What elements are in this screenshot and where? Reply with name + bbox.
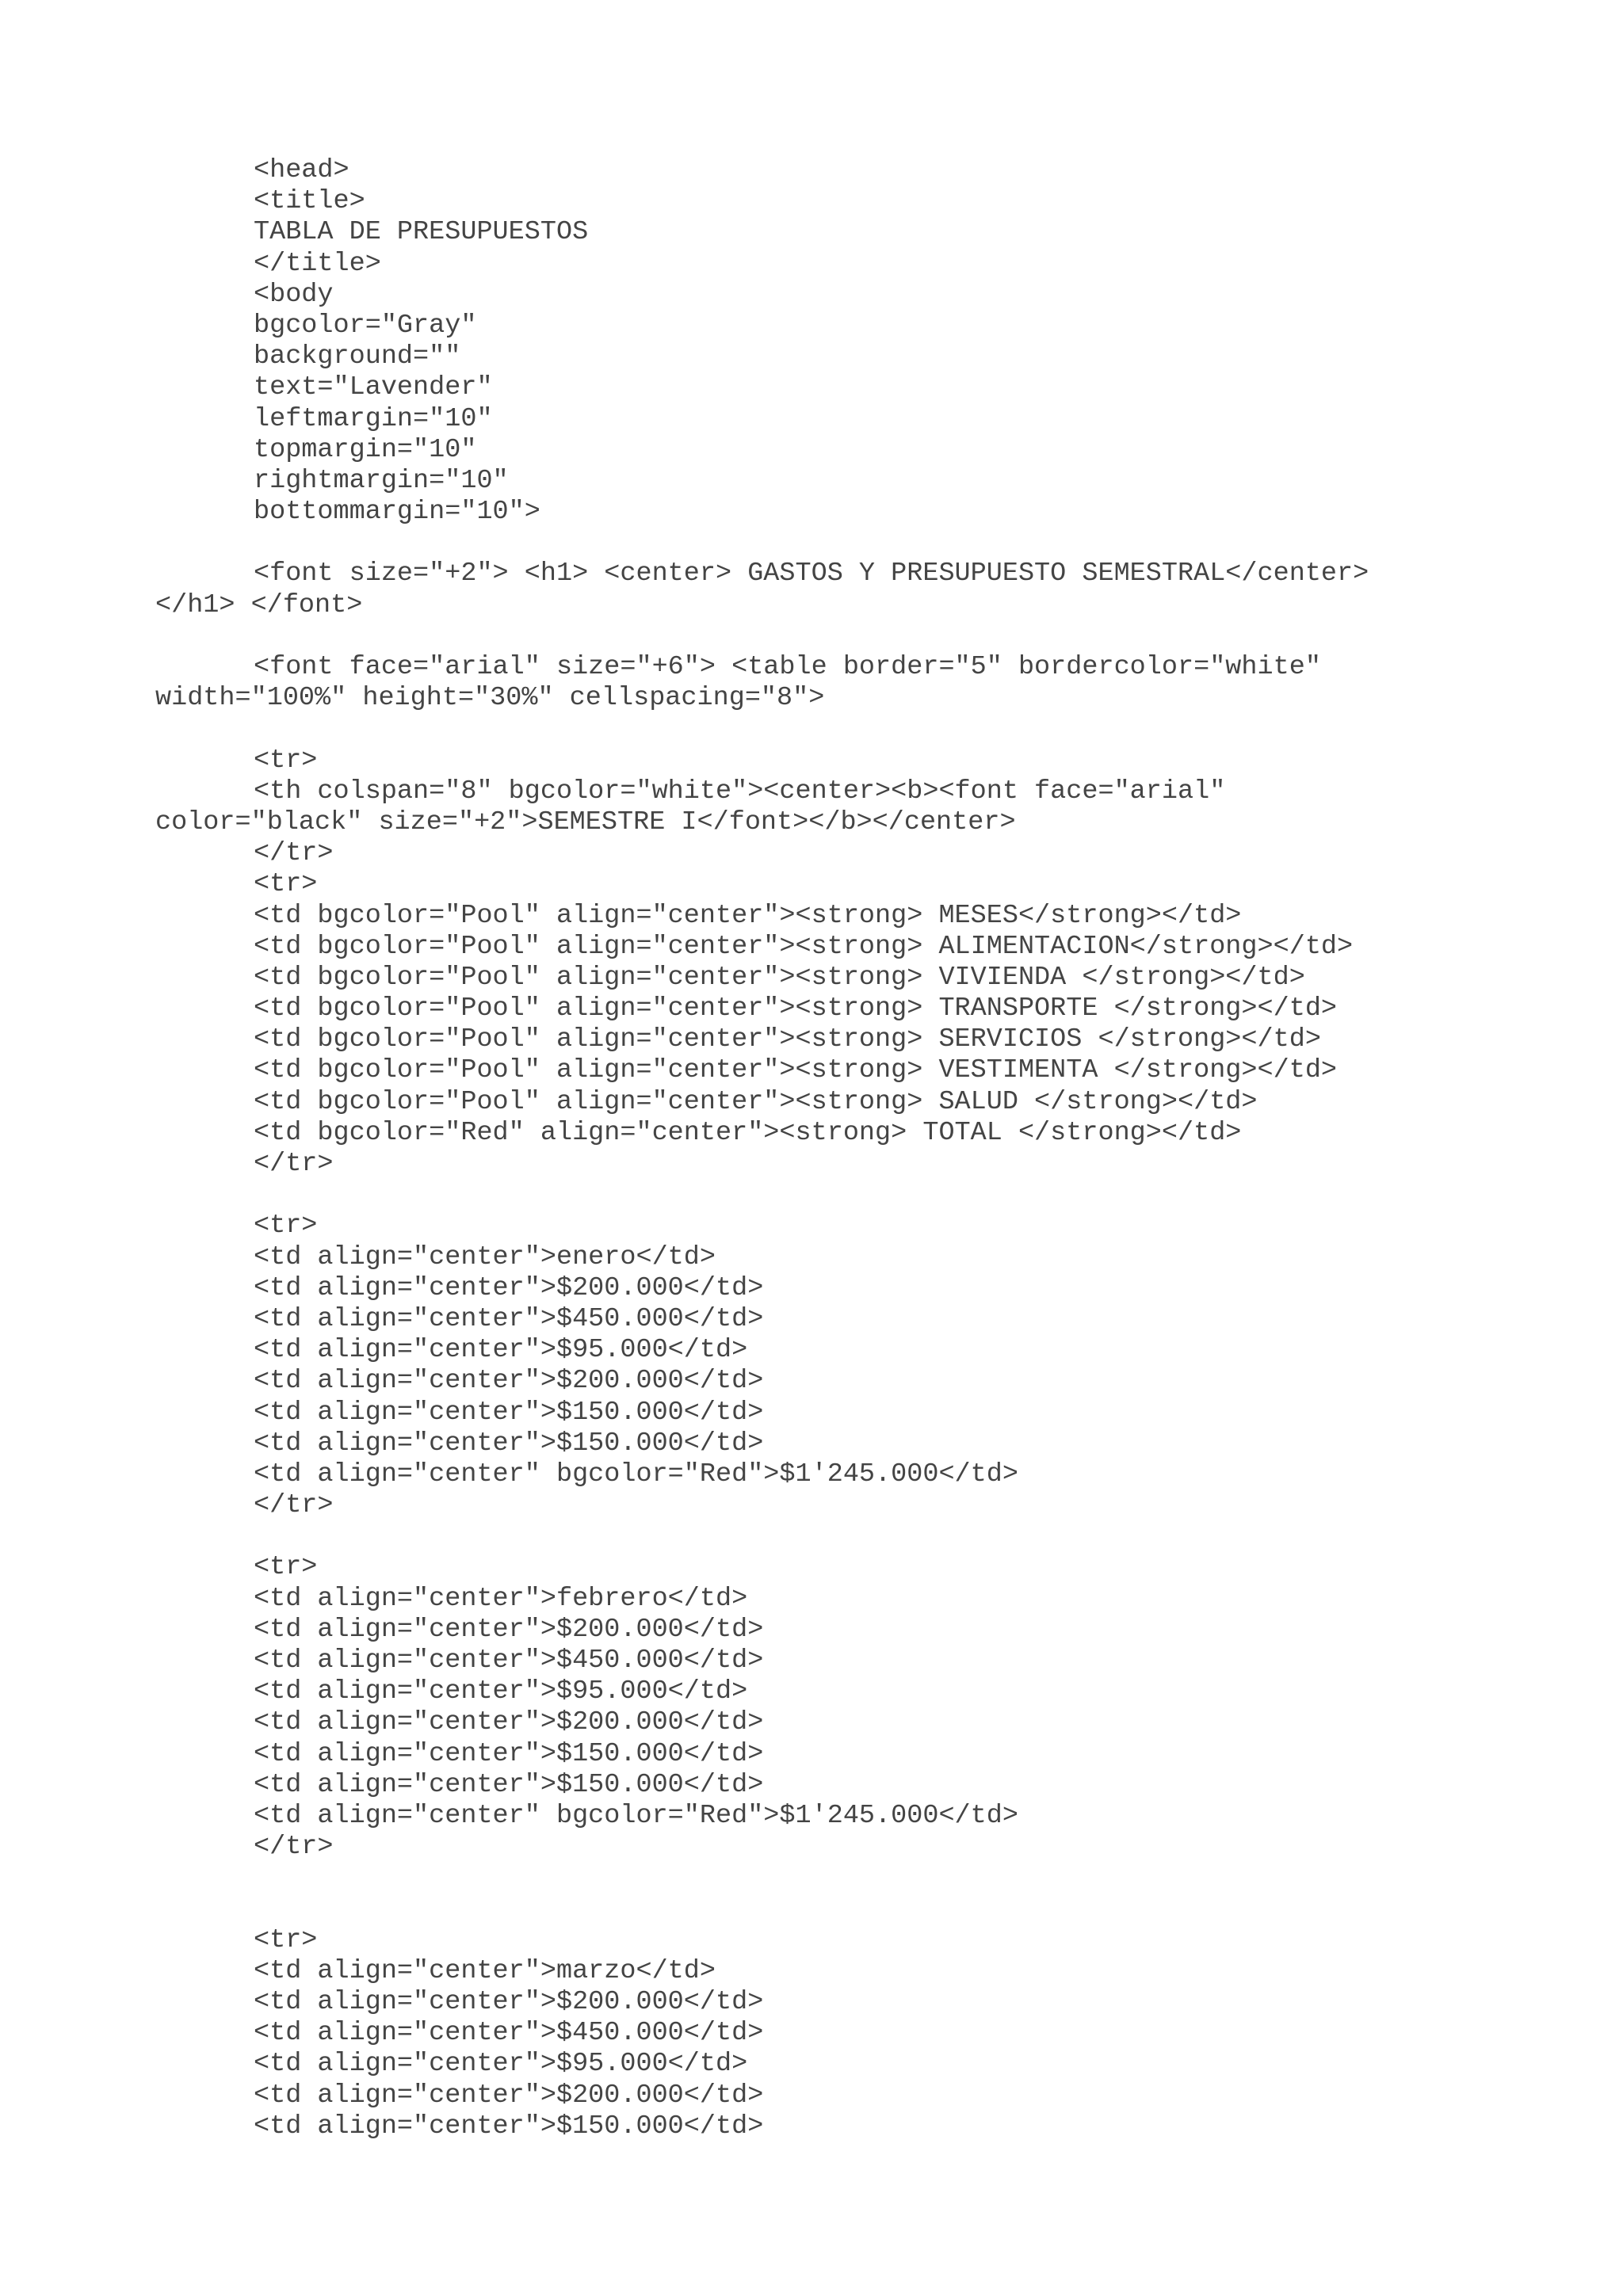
blank-line [155, 1521, 1503, 1552]
code-line: <tr> [254, 745, 318, 776]
code-line: <td align="center">$200.000</td> [254, 1614, 764, 1645]
code-line: <head> [254, 155, 349, 185]
blank-line [155, 621, 1503, 652]
code-line: bgcolor="Gray" [254, 310, 477, 341]
blank-line [155, 1863, 1503, 1894]
code-line: <td align="center">$95.000</td> [254, 1676, 748, 1707]
code-listing [155, 155, 1503, 2142]
code-line: <td align="center">$150.000</td> [254, 1738, 764, 1769]
code-line: <td align="center">$150.000</td> [254, 2111, 764, 2142]
code-line: bottommargin="10"> [254, 497, 540, 528]
code-line: <td align="center">$95.000</td> [254, 1335, 748, 1366]
code-line: text="Lavender" [254, 372, 493, 403]
code-line: <td bgcolor="Red" align="center"><strong> TOTAL </strong></td> [254, 1117, 1242, 1148]
code-line: <font face="arial" size="+6"> <table border="5" bordercolor="white" [254, 652, 1321, 682]
code-line: <td bgcolor="Pool" align="center"><strong> ALIMENTACION</strong></td> [254, 931, 1354, 962]
code-line: TABLA DE PRESUPUESTOS [254, 217, 589, 248]
code-line: <font size="+2"> <h1> <center> GASTOS Y PRESUPUESTO SEMESTRAL</center> [254, 559, 1369, 589]
code-line: <td align="center" bgcolor="Red">$1'245.000</td> [254, 1800, 1018, 1831]
code-line: <td bgcolor="Pool" align="center"><strong> SERVICIOS </strong></td> [254, 1024, 1321, 1055]
code-line: <td align="center">$450.000</td> [254, 1646, 764, 1676]
code-line: <title> [254, 186, 365, 217]
code-line: <td align="center">$200.000</td> [254, 1707, 764, 1738]
code-line: <td bgcolor="Pool" align="center"><strong> VIVIENDA </strong></td> [254, 962, 1305, 993]
code-line: <tr> [254, 1211, 318, 1241]
code-line: <td bgcolor="Pool" align="center"><strong> VESTIMENTA </strong></td> [254, 1055, 1338, 1086]
code-line: background="" [254, 341, 461, 372]
code-line: <td align="center">$450.000</td> [254, 2018, 764, 2049]
code-line: <td bgcolor="Pool" align="center"><strong> TRANSPORTE </strong></td> [254, 994, 1338, 1024]
code-line: <tr> [254, 1924, 318, 1955]
code-line: width="100%" height="30%" cellspacing="8"> [155, 683, 825, 714]
code-line: <td align="center">$200.000</td> [254, 2080, 764, 2111]
code-line: rightmargin="10" [254, 465, 509, 496]
blank-line [155, 714, 1503, 745]
code-line: </tr> [254, 1490, 334, 1521]
code-line: <tr> [254, 869, 318, 900]
code-line: <th colspan="8" bgcolor="white"><center><b><font face="arial" [254, 776, 1226, 807]
code-line: </h1> </font> [155, 589, 363, 620]
code-line: <td align="center">$95.000</td> [254, 2049, 748, 2080]
code-line: <tr> [254, 1552, 318, 1583]
code-line: <td align="center">febrero</td> [254, 1583, 748, 1614]
code-line: <td align="center">$200.000</td> [254, 1366, 764, 1397]
code-line: </tr> [254, 1149, 334, 1179]
blank-line [155, 1894, 1503, 1925]
code-line: </tr> [254, 838, 334, 869]
code-line: <td align="center">$200.000</td> [254, 1272, 764, 1303]
code-line: <td align="center" bgcolor="Red">$1'245.000</td> [254, 1459, 1018, 1489]
code-line: <td bgcolor="Pool" align="center"><strong> SALUD </strong></td> [254, 1086, 1258, 1117]
code-line: <td align="center">$450.000</td> [254, 1303, 764, 1334]
code-line: <td align="center">marzo</td> [254, 1955, 716, 1986]
code-line: <td align="center">$200.000</td> [254, 1987, 764, 2018]
code-line: color="black" size="+2">SEMESTRE I</font></b></center> [155, 807, 1016, 837]
code-line: <td align="center">$150.000</td> [254, 1428, 764, 1459]
code-line: leftmargin="10" [254, 403, 493, 434]
code-line: </title> [254, 248, 381, 279]
code-line: <td bgcolor="Pool" align="center"><strong> MESES</strong></td> [254, 900, 1242, 931]
code-line: <td align="center">$150.000</td> [254, 1769, 764, 1800]
blank-line [155, 528, 1503, 559]
code-line: </tr> [254, 1832, 334, 1863]
blank-line [155, 1180, 1503, 1211]
code-line: <td align="center">$150.000</td> [254, 1397, 764, 1428]
code-line: <td align="center">enero</td> [254, 1241, 716, 1272]
code-line: topmargin="10" [254, 434, 477, 465]
code-line: <body [254, 279, 334, 310]
